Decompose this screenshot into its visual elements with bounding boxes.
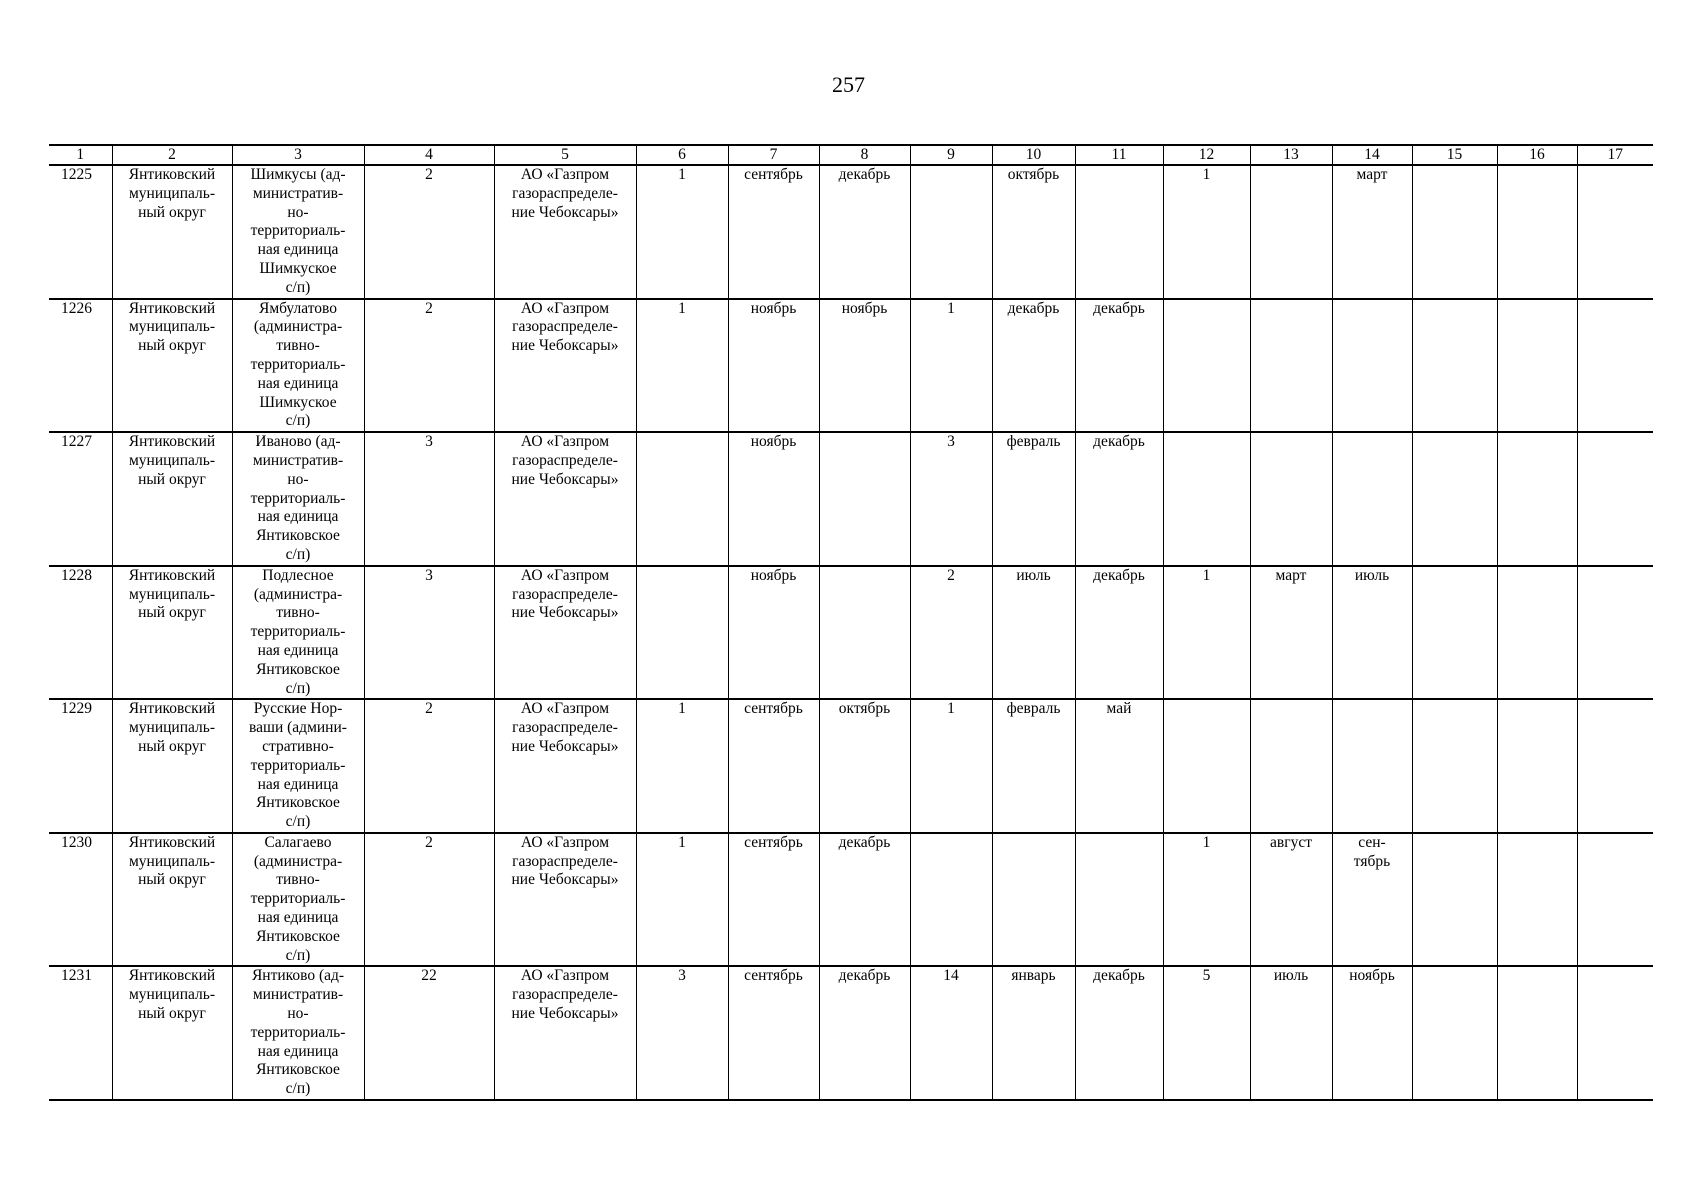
- cell-district: Янтиковский муниципаль- ный округ: [112, 966, 232, 1100]
- cell-organization: АО «Газпром газораспределе- ние Чебоксары»: [494, 699, 636, 833]
- cell-col-7: ноябрь: [728, 432, 819, 566]
- cell-col-6: 1: [636, 699, 728, 833]
- cell-col-7: ноябрь: [728, 299, 819, 433]
- column-header-8: 8: [819, 145, 910, 165]
- cell-col-10: декабрь: [992, 299, 1075, 433]
- cell-row-number: 1228: [49, 566, 112, 700]
- cell-organization: АО «Газпром газораспределе- ние Чебоксары»: [494, 833, 636, 967]
- column-header-11: 11: [1075, 145, 1163, 165]
- cell-col-7: ноябрь: [728, 566, 819, 700]
- cell-col-16: [1497, 699, 1577, 833]
- cell-col-12: 5: [1163, 966, 1250, 1100]
- column-header-17: 17: [1577, 145, 1653, 165]
- cell-col-11: декабрь: [1075, 432, 1163, 566]
- cell-settlement: Янтиково (ад- министратив- но- территориаль- ная единица Янтиковское с/п): [232, 966, 364, 1100]
- cell-district: Янтиковский муниципаль- ный округ: [112, 699, 232, 833]
- cell-organization: АО «Газпром газораспределе- ние Чебоксары»: [494, 432, 636, 566]
- cell-row-number: 1231: [49, 966, 112, 1100]
- cell-col-11: [1075, 833, 1163, 967]
- table-row: [49, 833, 1653, 967]
- column-header-13: 13: [1250, 145, 1332, 165]
- cell-col-10: июль: [992, 566, 1075, 700]
- cell-col-12: [1163, 432, 1250, 566]
- cell-district: Янтиковский муниципаль- ный округ: [112, 833, 232, 967]
- cell-col-16: [1497, 566, 1577, 700]
- cell-col-4: 2: [364, 833, 494, 967]
- cell-col-11: декабрь: [1075, 299, 1163, 433]
- cell-settlement: Иваново (ад- министратив- но- территориаль- ная единица Янтиковское с/п): [232, 432, 364, 566]
- cell-settlement: Салагаево (администра- тивно- территориаль- ная единица Янтиковское с/п): [232, 833, 364, 967]
- cell-col-12: 1: [1163, 833, 1250, 967]
- cell-settlement: Ямбулатово (администра- тивно- территориаль- ная единица Шимкуское с/п): [232, 299, 364, 433]
- cell-organization: АО «Газпром газораспределе- ние Чебоксары»: [494, 165, 636, 299]
- cell-col-6: 1: [636, 299, 728, 433]
- cell-col-7: сентябрь: [728, 699, 819, 833]
- cell-col-14: [1332, 699, 1412, 833]
- cell-col-15: [1412, 833, 1497, 967]
- cell-col-14: сен- тябрь: [1332, 833, 1412, 967]
- cell-col-9: [910, 833, 992, 967]
- cell-col-16: [1497, 165, 1577, 299]
- table-row: [49, 699, 1653, 833]
- header-row: [49, 145, 1653, 165]
- cell-col-12: [1163, 299, 1250, 433]
- column-header-14: 14: [1332, 145, 1412, 165]
- cell-col-4: 3: [364, 566, 494, 700]
- cell-col-13: [1250, 165, 1332, 299]
- cell-col-8: [819, 432, 910, 566]
- cell-col-6: [636, 566, 728, 700]
- cell-col-17: [1577, 299, 1653, 433]
- cell-col-4: 2: [364, 699, 494, 833]
- cell-col-12: 1: [1163, 165, 1250, 299]
- cell-col-10: февраль: [992, 699, 1075, 833]
- cell-col-14: июль: [1332, 566, 1412, 700]
- table-row: [49, 165, 1653, 299]
- column-header-12: 12: [1163, 145, 1250, 165]
- cell-col-6: [636, 432, 728, 566]
- cell-settlement: Русские Нор- ваши (админи- стративно- территориаль- ная единица Янтиковское с/п): [232, 699, 364, 833]
- cell-col-11: май: [1075, 699, 1163, 833]
- cell-settlement: Подлесное (администра- тивно- территориаль- ная единица Янтиковское с/п): [232, 566, 364, 700]
- column-header-4: 4: [364, 145, 494, 165]
- column-header-1: 1: [49, 145, 112, 165]
- cell-organization: АО «Газпром газораспределе- ние Чебоксары»: [494, 966, 636, 1100]
- cell-row-number: 1229: [49, 699, 112, 833]
- cell-district: Янтиковский муниципаль- ный округ: [112, 299, 232, 433]
- cell-col-6: 3: [636, 966, 728, 1100]
- cell-district: Янтиковский муниципаль- ный округ: [112, 165, 232, 299]
- cell-col-8: [819, 566, 910, 700]
- cell-col-16: [1497, 966, 1577, 1100]
- cell-col-11: [1075, 165, 1163, 299]
- cell-row-number: 1230: [49, 833, 112, 967]
- column-header-6: 6: [636, 145, 728, 165]
- cell-col-14: [1332, 432, 1412, 566]
- data-table: [49, 144, 1653, 1101]
- cell-col-8: декабрь: [819, 165, 910, 299]
- cell-col-8: октябрь: [819, 699, 910, 833]
- column-header-2: 2: [112, 145, 232, 165]
- cell-col-7: сентябрь: [728, 966, 819, 1100]
- cell-col-10: октябрь: [992, 165, 1075, 299]
- cell-col-17: [1577, 165, 1653, 299]
- table-row: [49, 966, 1653, 1100]
- cell-col-10: февраль: [992, 432, 1075, 566]
- cell-col-15: [1412, 699, 1497, 833]
- cell-col-4: 22: [364, 966, 494, 1100]
- cell-col-13: август: [1250, 833, 1332, 967]
- cell-col-9: 14: [910, 966, 992, 1100]
- column-header-7: 7: [728, 145, 819, 165]
- cell-col-13: [1250, 699, 1332, 833]
- cell-district: Янтиковский муниципаль- ный округ: [112, 432, 232, 566]
- table-row: [49, 299, 1653, 433]
- cell-col-15: [1412, 432, 1497, 566]
- cell-organization: АО «Газпром газораспределе- ние Чебоксары»: [494, 299, 636, 433]
- cell-col-10: январь: [992, 966, 1075, 1100]
- table-row: [49, 566, 1653, 700]
- cell-col-14: март: [1332, 165, 1412, 299]
- cell-row-number: 1227: [49, 432, 112, 566]
- cell-col-14: ноябрь: [1332, 966, 1412, 1100]
- cell-col-4: 2: [364, 299, 494, 433]
- cell-col-9: 1: [910, 299, 992, 433]
- column-header-10: 10: [992, 145, 1075, 165]
- cell-col-9: [910, 165, 992, 299]
- cell-col-13: [1250, 432, 1332, 566]
- column-header-15: 15: [1412, 145, 1497, 165]
- cell-col-8: декабрь: [819, 833, 910, 967]
- cell-row-number: 1225: [49, 165, 112, 299]
- cell-col-11: декабрь: [1075, 966, 1163, 1100]
- cell-settlement: Шимкусы (ад- министратив- но- территориаль- ная единица Шимкуское с/п): [232, 165, 364, 299]
- cell-col-8: ноябрь: [819, 299, 910, 433]
- cell-col-13: март: [1250, 566, 1332, 700]
- cell-col-16: [1497, 833, 1577, 967]
- table-body: [49, 165, 1653, 1100]
- cell-col-12: [1163, 699, 1250, 833]
- column-header-3: 3: [232, 145, 364, 165]
- cell-col-9: 1: [910, 699, 992, 833]
- cell-col-11: декабрь: [1075, 566, 1163, 700]
- table-header: [49, 145, 1653, 165]
- cell-col-17: [1577, 432, 1653, 566]
- cell-col-13: июль: [1250, 966, 1332, 1100]
- cell-col-15: [1412, 566, 1497, 700]
- cell-col-4: 3: [364, 432, 494, 566]
- cell-col-8: декабрь: [819, 966, 910, 1100]
- cell-col-16: [1497, 299, 1577, 433]
- column-header-9: 9: [910, 145, 992, 165]
- cell-col-16: [1497, 432, 1577, 566]
- cell-col-10: [992, 833, 1075, 967]
- cell-col-6: 1: [636, 833, 728, 967]
- cell-col-6: 1: [636, 165, 728, 299]
- cell-col-7: сентябрь: [728, 833, 819, 967]
- cell-col-9: 2: [910, 566, 992, 700]
- cell-col-13: [1250, 299, 1332, 433]
- cell-col-15: [1412, 299, 1497, 433]
- cell-col-15: [1412, 165, 1497, 299]
- cell-district: Янтиковский муниципаль- ный округ: [112, 566, 232, 700]
- column-header-16: 16: [1497, 145, 1577, 165]
- page-number: 257: [832, 72, 865, 97]
- table-row: [49, 432, 1653, 566]
- cell-col-7: сентябрь: [728, 165, 819, 299]
- cell-organization: АО «Газпром газораспределе- ние Чебоксары»: [494, 566, 636, 700]
- cell-col-9: 3: [910, 432, 992, 566]
- cell-col-17: [1577, 566, 1653, 700]
- cell-col-4: 2: [364, 165, 494, 299]
- column-header-5: 5: [494, 145, 636, 165]
- cell-col-15: [1412, 966, 1497, 1100]
- cell-col-17: [1577, 966, 1653, 1100]
- cell-col-14: [1332, 299, 1412, 433]
- cell-col-17: [1577, 833, 1653, 967]
- cell-row-number: 1226: [49, 299, 112, 433]
- cell-col-17: [1577, 699, 1653, 833]
- cell-col-12: 1: [1163, 566, 1250, 700]
